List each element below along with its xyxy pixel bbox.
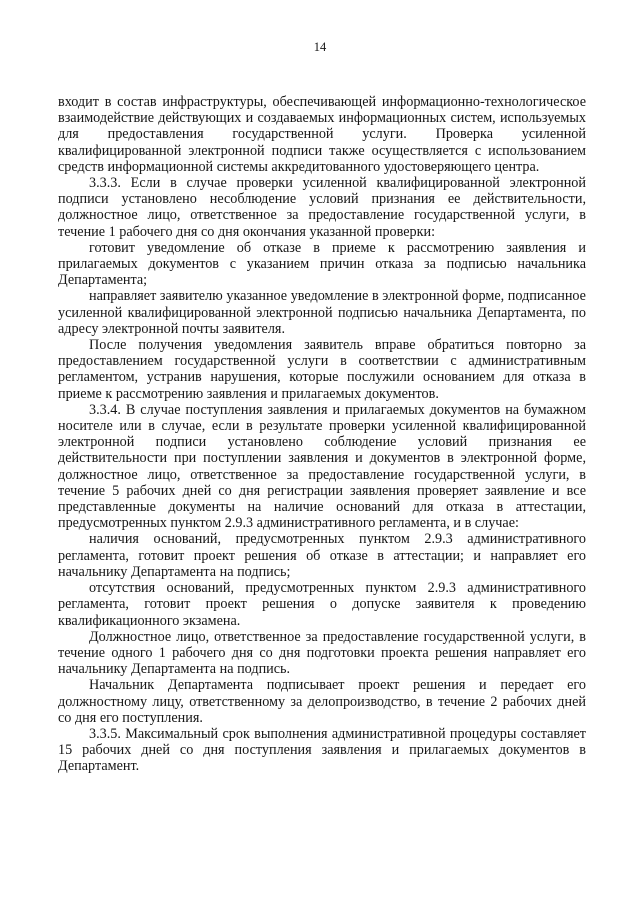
paragraph-head-signs: Начальник Департамента подписывает проект решения и передает его должностному лицу, ответственному за делопроизводство, в течение 2 рабочих дней со дня его поступления. <box>58 677 586 726</box>
paragraph-3-3-3: 3.3.3. Если в случае проверки усиленной квалифицированной электронной подписи установлено несоблюдение условий признания ее действительности, должностное лицо, ответственное за предоставление государственной услуги, в течение 1 рабочего дня со дня окончания указанной проверки: <box>58 175 586 240</box>
paragraph-grounds-present: наличия оснований, предусмотренных пунктом 2.9.3 административного регламента, готовит проект решения об отказе в аттестации; и направляет его начальнику Департамента на подпись; <box>58 531 586 580</box>
paragraph-prepares-notice: готовит уведомление об отказе в приеме к рассмотрению заявления и прилагаемых документов с указанием причин отказа за подписью начальника Департамента; <box>58 239 586 289</box>
paragraph-3-3-5: 3.3.5. Максимальный срок выполнения административной процедуры составляет 15 рабочих дней со дня поступления заявления и прилагаемых документов в Департамент. <box>58 725 586 775</box>
page-number: 14 <box>313 40 327 54</box>
document-text <box>58 94 586 775</box>
paragraph-grounds-absent: отсутствия оснований, предусмотренных пунктом 2.9.3 административного регламента, готовит проект решения о допуске заявителя к проведению квалификационного экзамена. <box>58 580 586 629</box>
paragraph-continuation: входит в состав инфраструктуры, обеспечивающей информационно-технологическое взаимодействие действующих и создаваемых информационных систем, используемых для предоставления государственной услуги. Проверка усиленной квалифицированной электронной подписи также осуществляется с использованием средств информационной системы аккредитованного удостоверяющего центра. <box>58 94 586 175</box>
paragraph-reapply: После получения уведомления заявитель вправе обратиться повторно за предоставлением государственной услуги в соответствии с административным регламентом, устранив нарушения, которые послужили основанием для отказа в приеме к рассмотрению заявления и прилагаемых документов. <box>58 337 586 402</box>
paragraph-official-sends: Должностное лицо, ответственное за предоставление государственной услуги, в течение одного 1 рабочего дня со дня подготовки проекта решения направляет его начальнику Департамента на подпись. <box>58 628 586 678</box>
paragraph-sends-notice: направляет заявителю указанное уведомление в электронной форме, подписанное усиленной квалифицированной электронной подписью начальника Департамента, по адресу электронной почты заявителя. <box>58 288 586 337</box>
paragraph-3-3-4: 3.3.4. В случае поступления заявления и прилагаемых документов на бумажном носителе или в случае, если в результате проверки усиленной квалифицированной электронной подписи установлено соблюдение условий признания ее действительности при поступлении заявления и документов в электронной форме, должностное лицо, ответственное за предоставление государственной услуги, в течение 5 рабочих дней со дня регистрации заявления проверяет заявление и все представленные документы на наличие оснований для отказа в аттестации, предусмотренных пунктом 2.9.3 административного регламента, и в случае: <box>58 401 586 532</box>
